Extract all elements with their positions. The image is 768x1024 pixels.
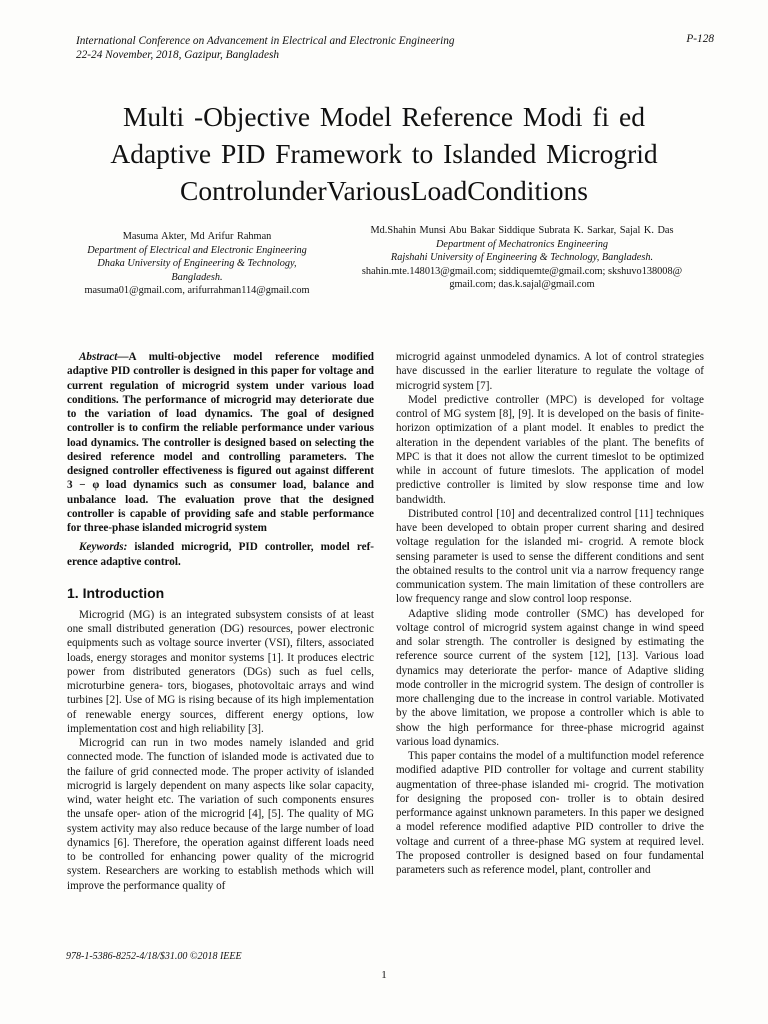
- keywords-text: islanded microgrid, PID controller, model ref- erence adaptive control.: [67, 541, 374, 568]
- left-column: [67, 350, 374, 893]
- author-country: Bangladesh.: [171, 271, 223, 283]
- keywords-label: Keywords:: [79, 541, 128, 554]
- body-paragraph: Distributed control [10] and decentralized control [11] techniques have been developed to obtain proper current sharing and desired voltage regulation for the islanded mi- crogrid. A remote block sensing parameter is used to sense the different conditions and sent the obtained results to the control unit via a narrow frequency range communication system. The main limitation of these controllers are low frequency range and slow control loop response.: [396, 507, 704, 606]
- body-paragraph: Adaptive sliding mode controller (SMC) has developed for voltage control of microgrid system against change in wind speed and solar strength. The controller is designed by estimating the reference source current of the system [12], [13]. Various load dynamics may deteriorate the perfor- mance of Adaptive sliding mode controller in the microgrid system. The design of controller is more challenging due to the increase in control variable. Motivated by the above limitation, we propose a controller which is able to show the high performance for three-phase microgrid against various load dynamics.: [396, 607, 704, 748]
- keywords: [67, 540, 374, 569]
- title-line-3: ControlunderVariousLoadConditions: [180, 175, 588, 206]
- author-names: Masuma Akter, Md Arifur Rahman: [122, 231, 272, 242]
- author-university: Dhaka University of Engineering & Technology,: [97, 258, 297, 270]
- conference-date-location: 22-24 November, 2018, Gazipur, Bangladesh: [76, 49, 280, 61]
- author-department: Department of Electrical and Electronic Engineering: [87, 244, 307, 256]
- author-block-left: [66, 230, 328, 298]
- abstract: [67, 350, 374, 535]
- author-emails: masuma01@gmail.com, arifurrahman114@gmail.com: [84, 285, 310, 297]
- page-number: 1: [381, 969, 387, 981]
- body-paragraph: microgrid against unmodeled dynamics. A lot of control strategies have discussed in the earlier literature to regulate the voltage of microgrid system [7].: [396, 351, 704, 392]
- abstract-label: Abstract: [79, 351, 118, 363]
- title-line-1: Multi -Objective Model Reference Modi fi ed: [122, 101, 645, 132]
- paper-title: [40, 98, 728, 209]
- right-column: [396, 350, 704, 877]
- body-paragraph: Microgrid can run in two modes namely islanded and grid connected mode. The function of islanded mode is activated due to the failure of grid connected mode. The proper activity of islanded microgrid is largely dependent on many aspects like solar capacity, wind, water height etc. The variation of such components ensures the unsafe oper- ation of the microgrid [4], [5]. The quality of MG system activity may also reduce because of the large number of load dynamics [6]. Therefore, the operation against different loads need to be controlled for enhancing power quality of the microgrid system. Researchers are working to establish methods which will improve the performance quality of: [67, 737, 374, 892]
- author-university: Rajshahi University of Engineering & Technology, Bangladesh.: [390, 252, 654, 264]
- author-names: Md.Shahin Munsi Abu Bakar Siddique Subrata K. Sarkar, Sajal K. Das: [370, 225, 674, 236]
- author-block-right: [340, 224, 704, 292]
- abstract-text: —A multi-objective model reference modified adaptive PID controller is designed in this paper for voltage and current regulation of microgrid system under various load conditions. The performance of microgrid may deteriorate due to the variation of load dynamics. The goal of designed controller is to confirm the reliable performance under various load dynamics. The controller is designed based on selecting the desired reference model and controlling parameters. The designed controller effectiveness is figured out against different 3 − φ load dynamics such as consumer load, balance and unbalance load. The evaluation prove that the designed controller is capable of providing safe and stable performance for three-phase islanded microgrid system: [67, 351, 374, 534]
- conference-header: [76, 34, 455, 62]
- conference-name: International Conference on Advancement in Electrical and Electronic Engineering: [76, 35, 455, 47]
- title-line-2: Adaptive PID Framework to Islanded Microgrid: [110, 138, 658, 169]
- author-emails-line-2: gmail.com; das.k.sajal@gmail.com: [449, 279, 595, 291]
- body-paragraph: Model predictive controller (MPC) is developed for voltage control of MG system [8], [9]. It is developed on the basis of finite-horizon optimization of a plant model. It enables to predict the alteration in the dependent variables of the plant. The benefits of MPC is that it does not allow the current timeslot to be optimized while in account of future timeslots. The application of model predictive controller is limited by slow response time and low bandwidth.: [396, 393, 704, 506]
- author-emails-line-1: shahin.mte.148013@gmail.com; siddiquemte@gmail.com; skshuvo138008@: [361, 265, 683, 277]
- author-department: Department of Mechatronics Engineering: [435, 238, 609, 250]
- copyright-notice: 978-1-5386-8252-4/18/$31.00 ©2018 IEEE: [66, 951, 242, 962]
- paper-id: P-128: [686, 33, 714, 45]
- body-paragraph: Microgrid (MG) is an integrated subsystem consists of at least one small distributed generation (DG) resources, power electronic equipments such as voltage source inverter (VSI), filters, associated loads, energy storages and monitor systems [1]. It produces electric power from distributed generators (DGs) such as fuel cells, microturbine genera- tors, biogases, photovoltaic arrays and wind turbines [2]. Use of MG is rising because of its high implementation of renewable energy sources, different energy options, low implementation cost and high reliability [3].: [67, 608, 374, 735]
- body-paragraph: This paper contains the model of a multifunction model reference modified adaptive PID controller for voltage and current stability augmentation of three-phase islanded mi- crogrid. The motivation for designing the proposed con- troller is to obtain desired performance against unknown parameters. In this paper we designed a model reference modified adaptive PID controller to drive the voltage and current of a three-phase MG system at required level. The proposed controller is designed based on four fundamental parameters such as reference model, plant, controller and: [396, 750, 704, 876]
- section-heading-introduction: 1. Introduction: [67, 584, 165, 601]
